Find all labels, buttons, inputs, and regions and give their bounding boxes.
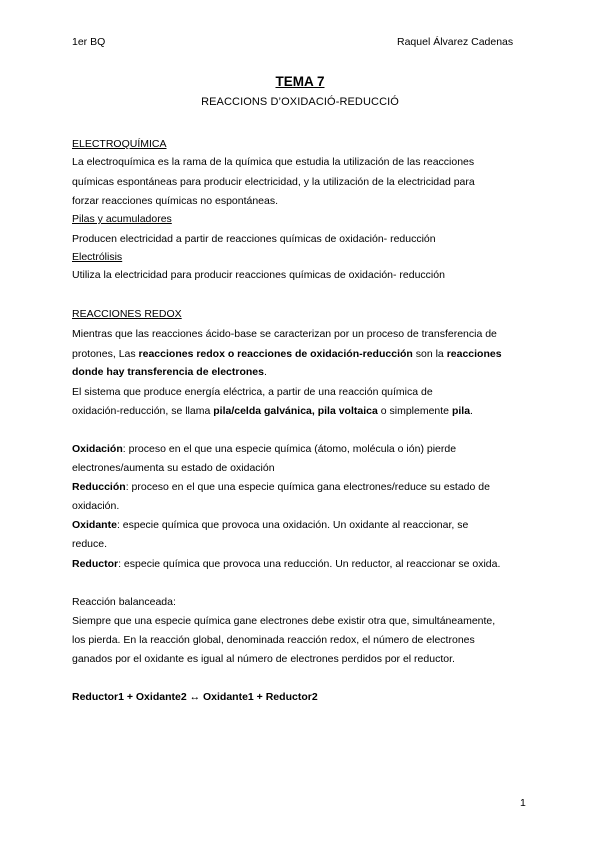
page-number: 1 — [520, 797, 526, 809]
text-run: . — [470, 405, 473, 417]
paragraph-line: químicas espontáneas para producir electricidad, y la utilización de la electricidad para — [72, 176, 475, 188]
definition-oxidante — [72, 518, 468, 532]
section-heading-electroquimica: ELECTROQUÍMICA — [72, 138, 167, 150]
paragraph-line: reduce. — [72, 538, 108, 550]
term-reduccion: Reducción — [72, 481, 126, 493]
paragraph-line: Siempre que una especie química gane electrones debe existir otra que, simultáneamente, — [72, 615, 496, 627]
paragraph-line: Utiliza la electricidad para producir reacciones químicas de oxidación- reducción — [72, 269, 445, 281]
text-run: : proceso en el que una especie química (átomo, molécula o ión) pierde — [122, 443, 457, 455]
text-run: : proceso en el que una especie química gana electrones/reduce su estado de — [125, 481, 490, 493]
text-run: o simplemente — [377, 405, 452, 417]
definition-reduccion — [72, 480, 490, 494]
term-reductor: Reductor — [72, 558, 119, 570]
text-run: son la — [412, 348, 447, 360]
redox-equation: Reductor1 + Oxidante2 ↔ Oxidante1 + Reductor2 — [72, 691, 318, 703]
paragraph-line: El sistema que produce energía eléctrica, a partir de una reacción química de — [72, 386, 433, 398]
text-run: protones, Las — [72, 348, 139, 360]
paragraph-line: los pierda. En la reacción global, denominada reacción redox, el número de electrones — [72, 634, 475, 646]
subheading-reaccion-balanceada: Reacción balanceada: — [72, 596, 176, 608]
bold-text: reacciones redox o reacciones de oxidación-reducción — [138, 348, 413, 360]
section-heading-redox: REACCIONES REDOX — [72, 308, 182, 320]
header-right: Raquel Álvarez Cadenas — [397, 36, 514, 48]
header-left: 1er BQ — [72, 36, 106, 48]
bold-text: reacciones — [446, 348, 502, 360]
bold-text: donde hay transferencia de electrones — [72, 366, 264, 378]
paragraph-line — [72, 347, 502, 361]
paragraph-line: forzar reacciones químicas no espontáneas. — [72, 195, 279, 207]
paragraph-line — [72, 404, 473, 418]
definition-reductor — [72, 557, 500, 571]
text-run: . — [263, 366, 267, 378]
page-title: TEMA 7 — [275, 74, 325, 89]
text-run: : especie química que provoca una oxidación. Un oxidante al reaccionar, se — [116, 519, 469, 531]
text-run: : especie química que provoca una reducción. Un reductor, al reaccionar se oxida. — [118, 558, 501, 570]
bold-text: pila/celda galvánica, pila voltaica — [213, 405, 378, 417]
definition-oxidacion — [72, 442, 456, 456]
paragraph-line: Producen electricidad a partir de reacciones químicas de oxidación- reducción — [72, 233, 436, 245]
paragraph-line: oxidación. — [72, 500, 120, 512]
term-oxidacion: Oxidación — [72, 443, 123, 455]
subheading-electrolisis: Electrólisis — [72, 251, 123, 263]
paragraph-line — [72, 365, 267, 379]
paragraph-line: La electroquímica es la rama de la química que estudia la utilización de las reacciones — [72, 156, 475, 168]
bold-text: pila — [451, 405, 471, 417]
page-subtitle: REACCIONS D’OXIDACIÓ-REDUCCIÓ — [201, 96, 399, 108]
term-oxidante: Oxidante — [72, 519, 117, 531]
paragraph-line: electrones/aumenta su estado de oxidación — [72, 462, 275, 474]
subheading-pilas: Pilas y acumuladores — [72, 213, 172, 225]
paragraph-line: Mientras que las reacciones ácido-base se caracterizan por un proceso de transferencia de — [72, 328, 497, 340]
text-run: oxidación-reducción, se llama — [72, 405, 214, 417]
paragraph-line: ganados por el oxidante es igual al número de electrones perdidos por el reductor. — [72, 653, 455, 665]
